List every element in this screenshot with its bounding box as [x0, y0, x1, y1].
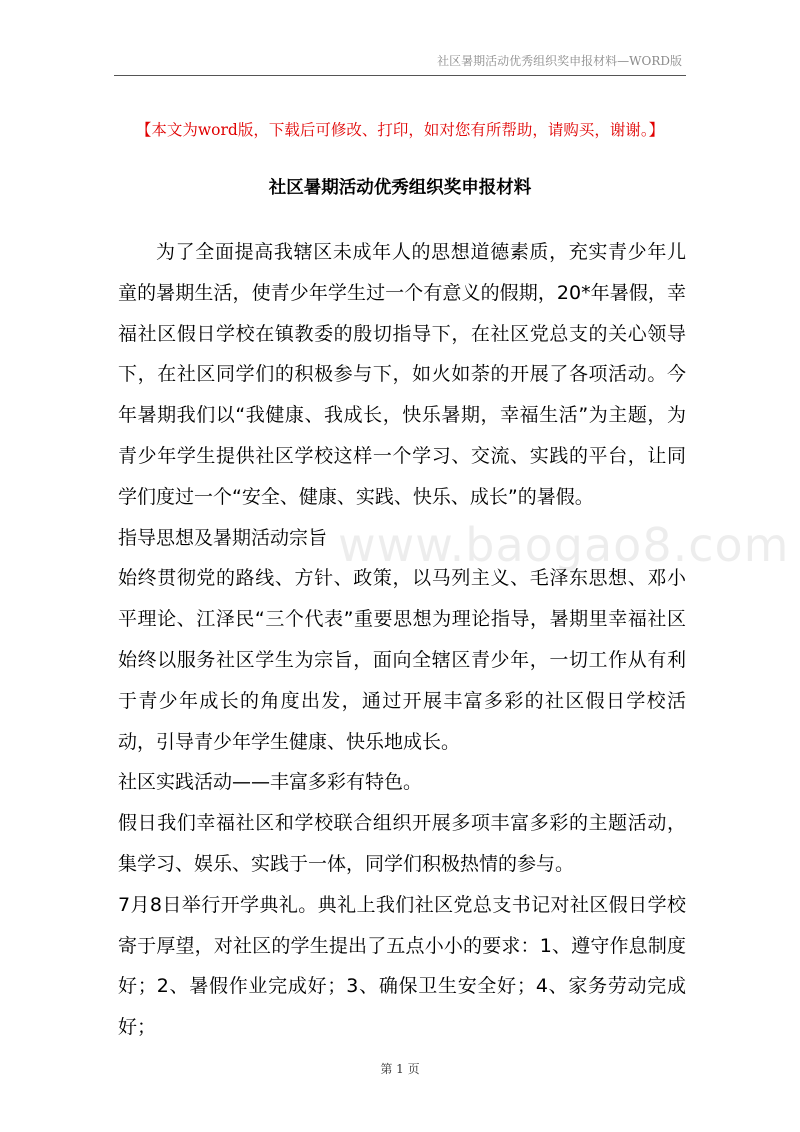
- header-divider: [114, 75, 686, 76]
- document-body: [118, 232, 686, 1048]
- running-header: 社区暑期活动优秀组织奖申报材料—WORD版: [437, 54, 682, 68]
- paragraph-activities: 假日我们幸福社区和学校联合组织开展多项丰富多彩的主题活动，集学习、娱乐、实践于一体，同学们积极热情的参与。: [118, 812, 686, 875]
- watermark: www.baogao8.com: [338, 518, 790, 572]
- document-title: 社区暑期活动优秀组织奖申报材料: [268, 178, 532, 198]
- section-heading-guidance: 指导思想及暑期活动宗旨: [118, 526, 328, 549]
- paragraph-opening-ceremony: 7月8日举行开学典礼。典礼上我们社区党总支书记对社区假日学校寄于厚望，对社区的学生提出了五点小小的要求：1、遵守作息制度好；2、暑假作业完成好；3、确保卫生安全好；4、家务劳动完成好；: [118, 893, 686, 1039]
- paragraph-guidance: 始终贯彻党的路线、方针、政策，以马列主义、毛泽东思想、邓小平理论、江泽民“三个代表”重要思想为理论指导，暑期里幸福社区始终以服务社区学生为宗旨，面向全辖区青少年，一切工作从有利于青少年成长的角度出发，通过开展丰富多彩的社区假日学校活动，引导青少年学生健康、快乐地成长。: [118, 567, 686, 753]
- page-number: 第 1 页: [380, 1062, 420, 1076]
- paragraph-intro: 为了全面提高我辖区未成年人的思想道德素质，充实青少年儿童的暑期生活，使青少年学生过一个有意义的假期，20*年暑假，幸福社区假日学校在镇教委的殷切指导下，在社区党总支的关心领导下，在社区同学们的积极参与下，如火如荼的开展了各项活动。今年暑期我们以“我健康、我成长，快乐暑期，幸福生活”为主题，为青少年学生提供社区学校这样一个学习、交流、实践的平台，让同学们度过一个“安全、健康、实践、快乐、成长”的暑假。: [118, 241, 686, 508]
- section-heading-activities: 社区实践活动——丰富多彩有特色。: [118, 771, 423, 794]
- download-notice: 【本文为word版，下载后可修改、打印，如对您有所帮助，请购买，谢谢。】: [135, 121, 665, 139]
